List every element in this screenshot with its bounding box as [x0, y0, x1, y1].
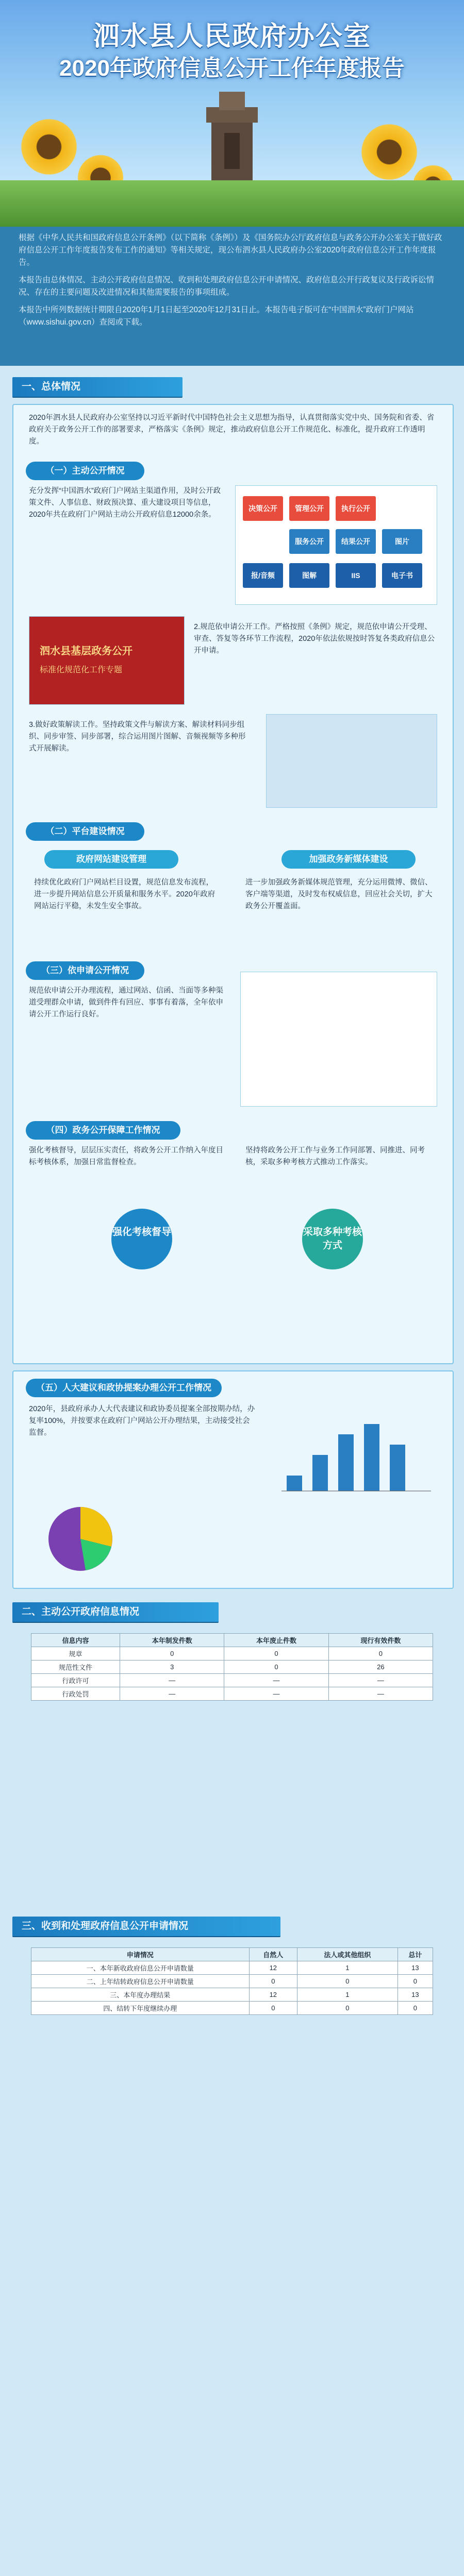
subsection-title: （一）主动公开情况: [26, 462, 144, 480]
table-active-disclosure: 信息内容 本年制发件数 本年废止件数 现行有效件数 规章 0 0 0 规范性文件 3 0 26 行政许可 — — — 行政处罚 — — —: [31, 1633, 433, 1701]
circle-badge: 采取多种考核方式: [302, 1209, 363, 1269]
subsection-text: 持续优化政府门户网站栏目设置，规范信息发布流程，进一步提升网站信息公开质量和服务水平。2020年政府网站运行平稳，未发生安全事故。: [34, 878, 216, 911]
policy-poster: 泗水县基层政务公开 标准化规范化工作专题: [29, 616, 185, 705]
subsection-text: 3.做好政策解读工作。坚持政策文件与解读方案、解读材料同步组织、同步审签、同步部署，综合运用图片图解、音频视频等多种形式开展解读。: [29, 721, 246, 753]
grass-decoration: [0, 180, 464, 227]
tile-audio: 报/音频: [243, 563, 283, 588]
tile-iis: IIS: [336, 563, 376, 588]
sunflower-icon: [361, 124, 418, 180]
table-row: 规章 0 0 0: [31, 1647, 433, 1660]
subsection-text: 强化考核督导，层层压实责任，将政务公开工作纳入年度目标考核体系，加强日常监督检查。: [29, 1146, 223, 1167]
org-title: 泗水县人民政府办公室: [92, 22, 371, 52]
subsection-title: （二）平台建设情况: [26, 822, 144, 841]
flowchart-image: [240, 972, 437, 1107]
subsection-text: 2.规范依申请公开工作。严格按照《条例》规定，规范依申请公开受理、审查、答复等各环节工作流程，2020年依法依规按时答复各类政府信息公开申请。: [194, 623, 435, 655]
photo-placeholder: [266, 714, 437, 808]
intro-paragraph: 根据《中华人民共和国政府信息公开条例》（以下简称《条例》）及《国务院办公厅政府信息与政务公开办公室关于做好政府信息公开工作年度报告发布工作的通知》等相关规定，现公布泗水县人民政府办公室2020年政府信息公开工作年度报告。: [19, 233, 442, 267]
table-row: 二、上年结转政府信息公开申请数量 0 0 0: [31, 1975, 433, 1988]
tile-service: 服务公开: [289, 529, 329, 554]
section-heading: 一、总体情况: [12, 377, 183, 397]
subsection-pill: 政府网站建设管理: [44, 850, 178, 869]
table-row: 行政许可 — — —: [31, 1674, 433, 1687]
subsection-text: 坚持将政务公开工作与业务工作同部署、同推进、同考核，采取多种考核方式推动工作落实。: [245, 1146, 425, 1167]
disclosure-grid: [235, 485, 437, 605]
subsection-text: 充分发挥“中国泗水”政府门户网站主渠道作用，及时公开政策文件、人事信息、财政预决算、重大建设项目等信息，2020年共在政府门户网站主动公开政府信息12000余条。: [29, 487, 221, 519]
overview-panel: [12, 404, 454, 1364]
tile-ebook: 电子书: [382, 563, 422, 588]
bar-chart-image: [276, 1403, 436, 1496]
subsection-text: 2020年，县政府承办人大代表建议和政协委员提案全部按期办结，办复率100%，并按要求在政府门户网站公开办理结果，主动接受社会监督。: [29, 1405, 255, 1437]
table-row: 四、结转下年度继续办理 0 0 0: [31, 2002, 433, 2015]
subsection-title: （四）政务公开保障工作情况: [26, 1121, 180, 1140]
tile-management: 管理公开: [289, 496, 329, 521]
intro-paragraph: 本报告由总体情况、主动公开政府信息情况、收到和处理政府信息公开申请情况、政府信息公开行政复议及行政诉讼情况、存在的主要问题及改进情况和其他需要报告的事项组成。: [19, 276, 435, 297]
subsection-title: （五）人大建议和政协提案办理公开工作情况: [26, 1379, 222, 1397]
section-heading: 三、收到和处理政府信息公开申请情况: [12, 1917, 280, 1936]
tile-decision: 决策公开: [243, 496, 283, 521]
overview-text: 2020年泗水县人民政府办公室坚持以习近平新时代中国特色社会主义思想为指导，认真贯彻落实党中央、国务院和省委、省政府关于政务公开工作的部署要求，严格落实《条例》规定，推动政府信息公开工作规范化、标准化，提升政府工作透明度。: [29, 414, 435, 446]
table-row: 行政处罚 — — —: [31, 1687, 433, 1701]
sunflower-icon: [21, 118, 77, 175]
subsection-text: 规范依申请公开办理流程，通过网站、信函、当面等多种渠道受理群众申请，做到件件有回应、事事有着落，全年依申请公开工作运行良好。: [29, 987, 223, 1019]
section-heading: 二、主动公开政府信息情况: [12, 1602, 219, 1622]
circle-badge: 强化考核督导: [111, 1209, 172, 1269]
table-row: 一、本年新收政府信息公开申请数量 12 1 13: [31, 1961, 433, 1975]
subsection-pill: 加强政务新媒体建设: [281, 850, 416, 869]
proposal-panel: [12, 1370, 454, 1589]
tile-execution: 执行公开: [336, 496, 376, 521]
tile-graphic: 图解: [289, 563, 329, 588]
intro-block: [0, 227, 464, 366]
subsection-text: 进一步加强政务新媒体规范管理，充分运用微博、微信、客户端等渠道，及时发布权威信息，回应社会关切，扩大政务公开覆盖面。: [245, 878, 433, 911]
table-row: 规范性文件 3 0 26: [31, 1660, 433, 1674]
report-title: 2020年政府信息公开工作年度报告: [59, 56, 405, 81]
tile-image: 图片: [382, 529, 422, 554]
hero-banner: [0, 0, 464, 227]
intro-paragraph: 本报告中所列数据统计期限自2020年1月1日起至2020年12月31日止。本报告电子版可在“中国泗水”政府门户网站（www.sishui.gov.cn）查阅或下载。: [19, 306, 414, 327]
table-requests: 申请情况 自然人 法人或其他组织 总计 一、本年新收政府信息公开申请数量 12 1 13 二、上年结转政府信息公开申请数量 0 0 0 三、本年度办理结果 12 1 13 四、结转下年度继续办理 0 0 0: [31, 1947, 433, 2015]
subsection-title: （三）依申请公开情况: [26, 961, 144, 980]
pie-chart-image: [29, 1500, 132, 1578]
table-row: 三、本年度办理结果 12 1 13: [31, 1988, 433, 2002]
tile-result: 结果公开: [336, 529, 376, 554]
